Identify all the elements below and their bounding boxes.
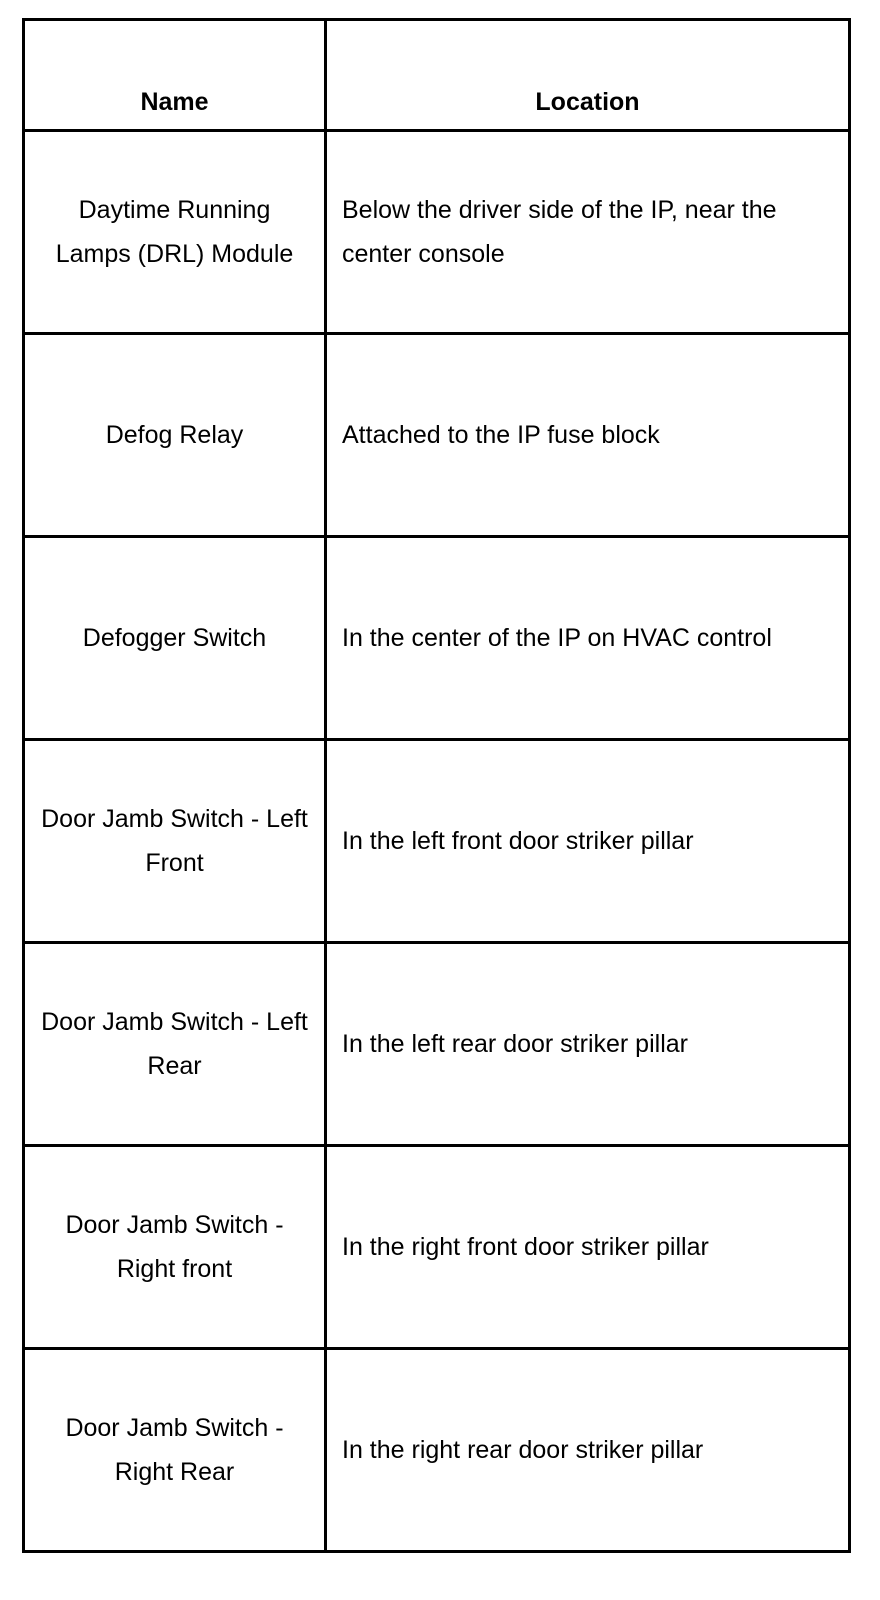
component-name-cell: Door Jamb Switch - Right front <box>24 1146 326 1349</box>
table-row <box>24 943 850 1146</box>
table-row <box>24 334 850 537</box>
component-name-cell: Door Jamb Switch - Left Rear <box>24 943 326 1146</box>
location-column-header: Location <box>326 20 850 131</box>
table-header <box>24 20 850 131</box>
component-name-cell: Daytime Running Lamps (DRL) Module <box>24 131 326 334</box>
component-location-table <box>22 18 851 1553</box>
table-row <box>24 131 850 334</box>
component-name-cell: Defogger Switch <box>24 537 326 740</box>
component-name-cell: Door Jamb Switch - Left Front <box>24 740 326 943</box>
table-row <box>24 740 850 943</box>
component-location-cell: In the right front door striker pillar <box>326 1146 850 1349</box>
component-location-cell: In the left rear door striker pillar <box>326 943 850 1146</box>
name-column-header: Name <box>24 20 326 131</box>
header-row <box>24 20 850 131</box>
component-location-cell: In the left front door striker pillar <box>326 740 850 943</box>
table-row <box>24 1349 850 1552</box>
table-row <box>24 537 850 740</box>
component-name-cell: Door Jamb Switch - Right Rear <box>24 1349 326 1552</box>
component-name-cell: Defog Relay <box>24 334 326 537</box>
component-location-cell: In the right rear door striker pillar <box>326 1349 850 1552</box>
component-location-cell: In the center of the IP on HVAC control <box>326 537 850 740</box>
component-location-cell: Attached to the IP fuse block <box>326 334 850 537</box>
table-row <box>24 1146 850 1349</box>
component-location-table-wrapper <box>22 18 848 1553</box>
component-location-cell: Below the driver side of the IP, near the center console <box>326 131 850 334</box>
table-body <box>24 131 850 1552</box>
